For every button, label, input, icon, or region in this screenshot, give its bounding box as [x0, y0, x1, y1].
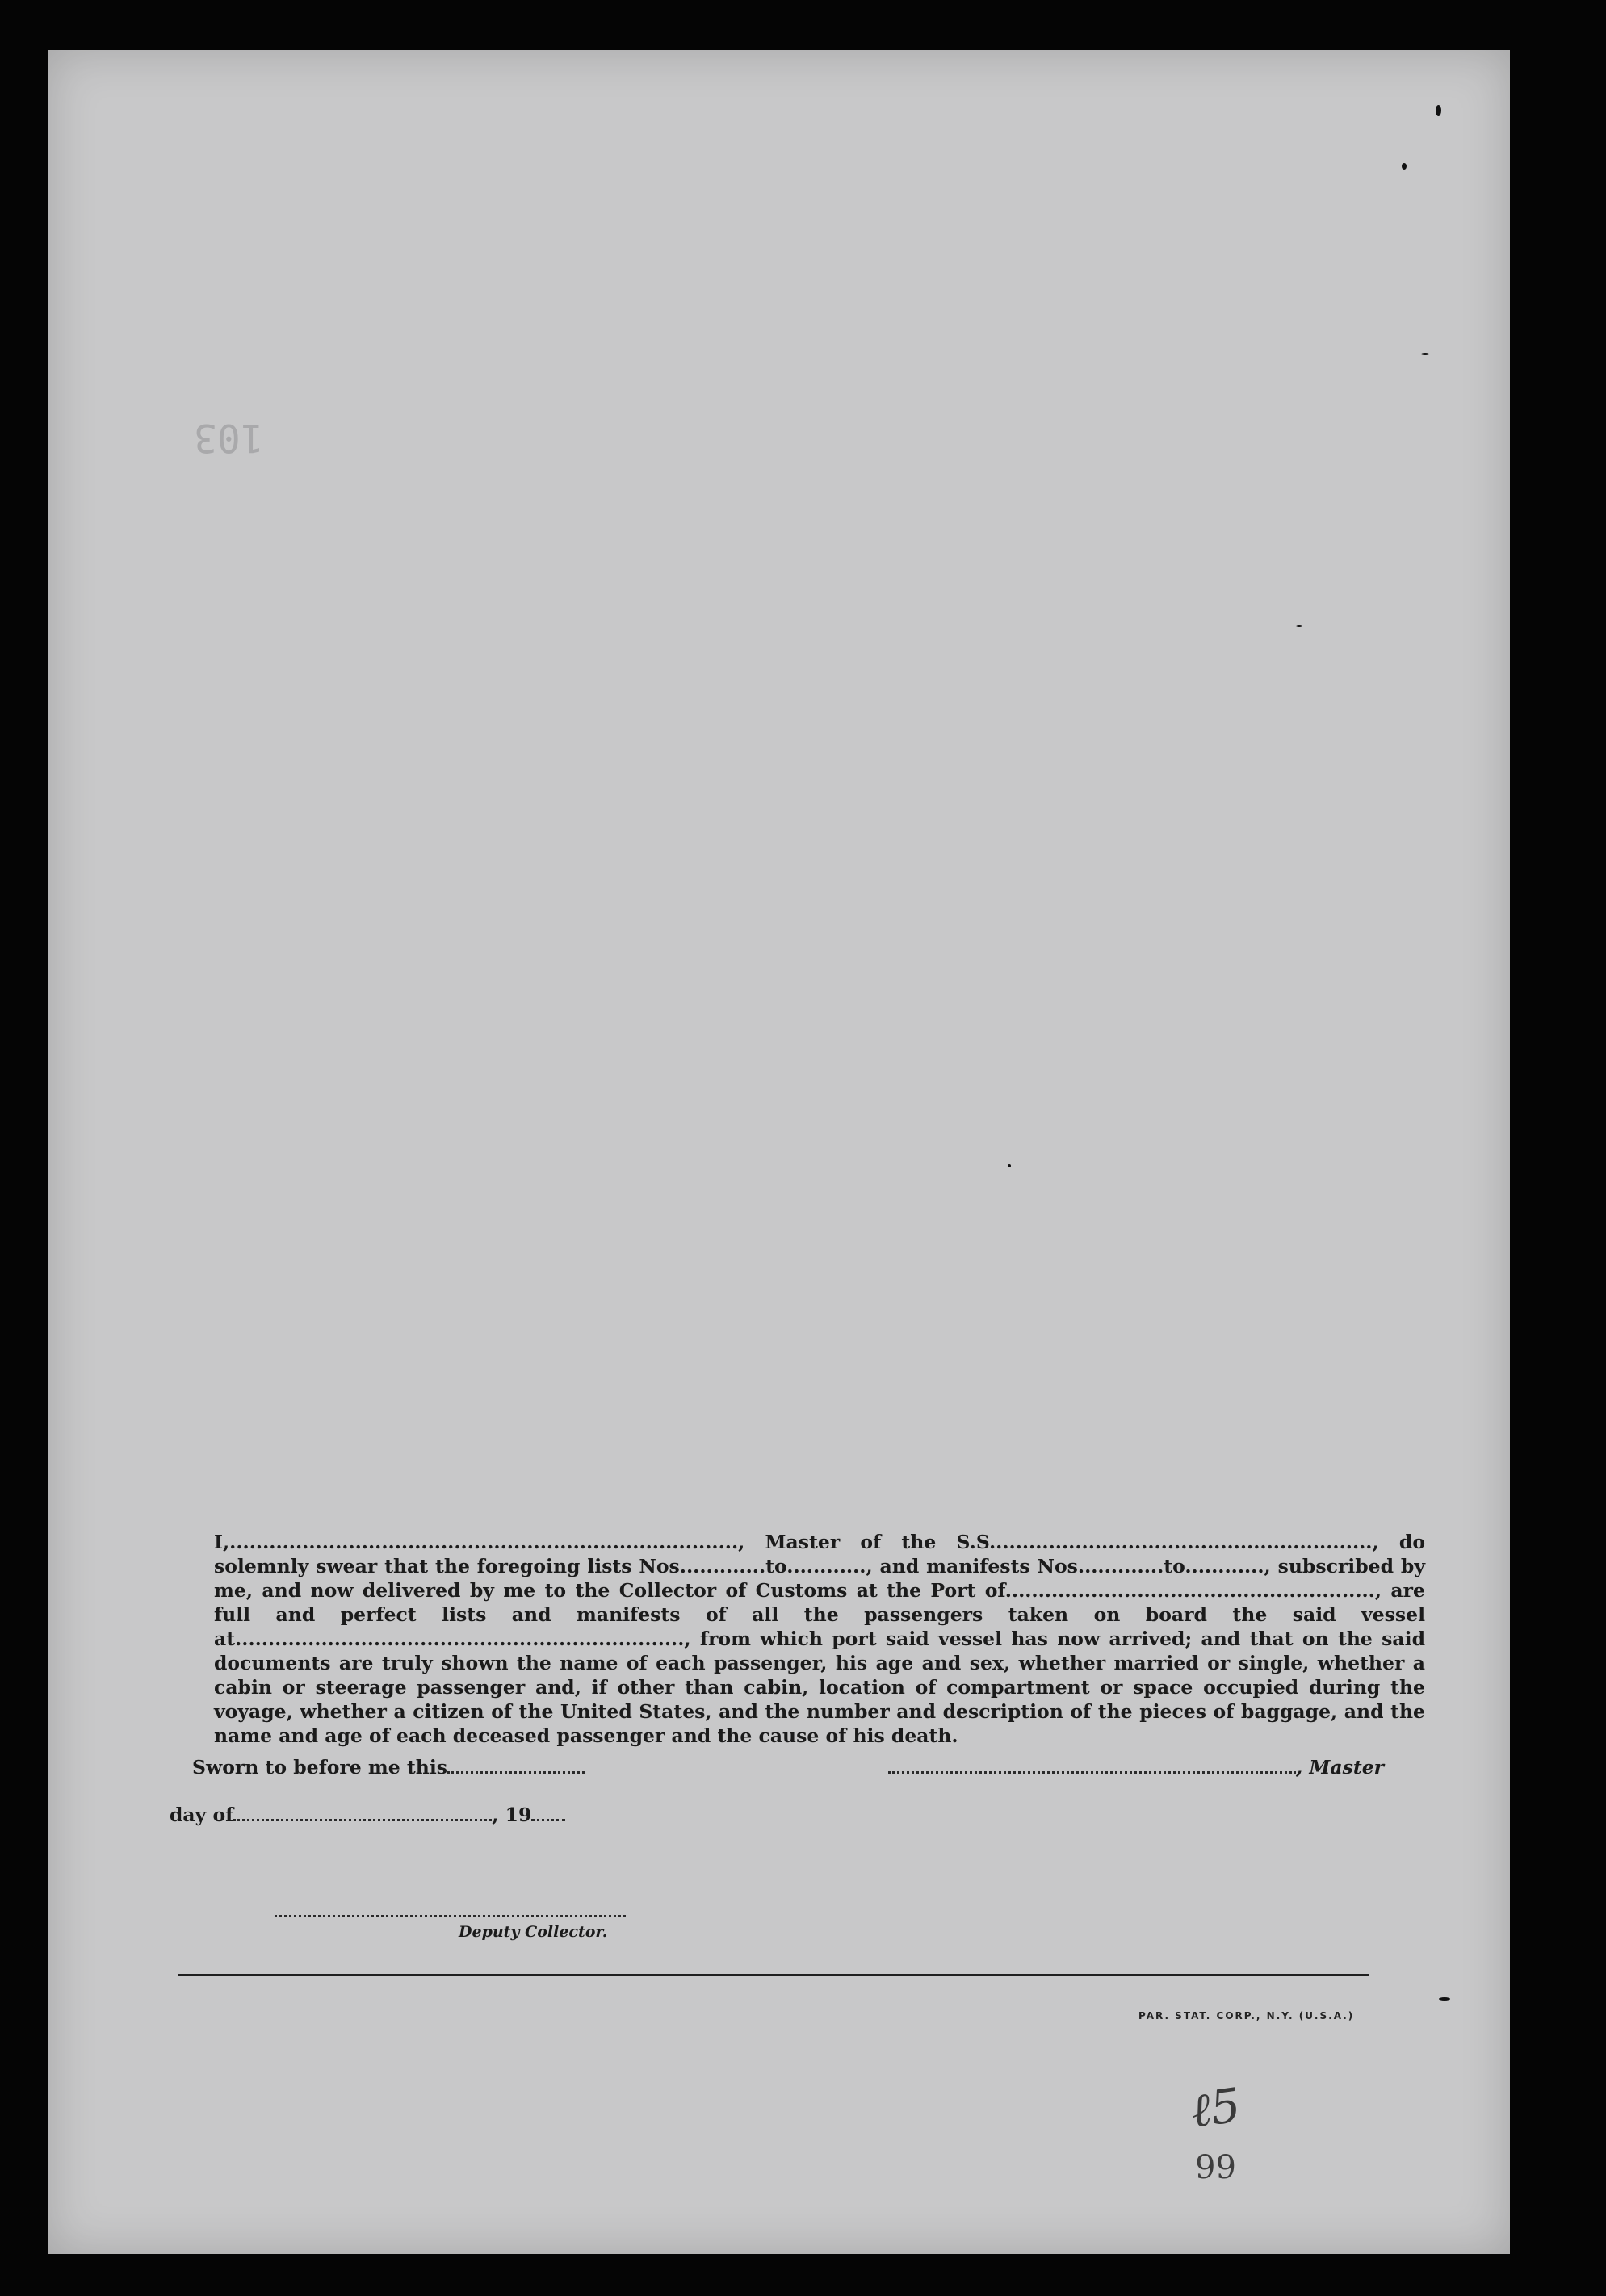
day-of-row: [170, 1803, 565, 1826]
deputy-signature-line: [275, 1915, 626, 1917]
speck: [1439, 1997, 1450, 2001]
handwritten-mark: ℓ5: [1187, 2077, 1244, 2139]
sworn-date-line: [447, 1755, 585, 1774]
printer-imprint: PAR. STAT. CORP., N.Y. (U.S.A.): [1138, 2010, 1355, 2022]
master-label: , Master: [1296, 1756, 1385, 1779]
master-oath-paragraph: [170, 1530, 1425, 1748]
sworn-label: Sworn to before me this: [192, 1756, 448, 1779]
speck: [1402, 163, 1407, 170]
deputy-collector-label: Deputy Collector.: [459, 1923, 608, 1941]
speck: [1436, 105, 1441, 116]
footer-rule: [178, 1974, 1369, 1976]
speck: [1296, 625, 1302, 627]
day-of-label: day of: [170, 1804, 234, 1826]
year-prefix: , 19: [492, 1804, 532, 1826]
day-line: [233, 1803, 492, 1821]
master-signature-line: [888, 1755, 1296, 1774]
oath-text: I,............................................................................., Master of the S.S.........................................................., do solemnly swear that the foregoing lists Nos.............to............, and manifests Nos.............to............, subscribed by me, and now delivered by me to the Collector of Customs at the Port of........................................................, are full and perfect lists and manifests of all the passengers taken on board the said vessel at...................................................................., from which port said vessel has now arrived; and that on the said documents are truly shown the name of each passenger, his age and sex, whether married or single, whether a cabin or steerage passenger and, if other than cabin, location of compartment or space occupied during the voyage, whether a citizen of the United States, and the number and description of the pieces of baggage, and the name and age of each deceased passenger and the cause of his death.: [214, 1531, 1425, 1747]
year-line: [531, 1803, 565, 1821]
sworn-row: [192, 1755, 585, 1779]
bleed-through-page-number: 103: [194, 415, 264, 460]
manifest-page: [48, 50, 1510, 2254]
master-signature-row: [888, 1755, 1384, 1779]
speck: [1421, 353, 1429, 355]
handwritten-number: 99: [1195, 2149, 1236, 2186]
speck: [1008, 1164, 1011, 1167]
